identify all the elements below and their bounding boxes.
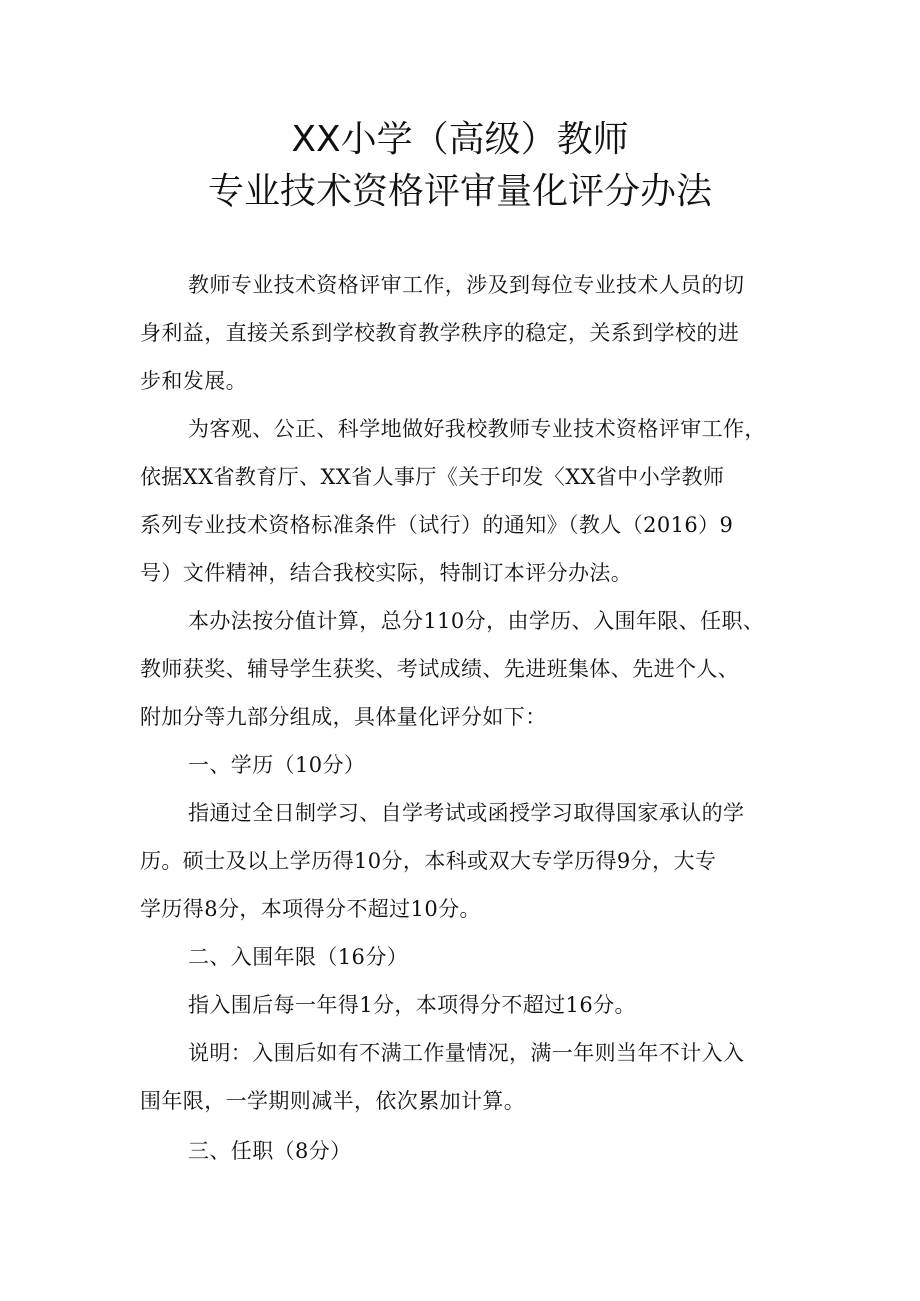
paragraph-scoring-line: 教师获奖、辅导学生获奖、考试成绩、先进班集体、先进个人、 — [140, 657, 740, 681]
paragraph-years-note-line: 围年限，一学期则减半，依次累加计算。 — [140, 1089, 526, 1113]
document-title-line2: 专业技术资格评审量化评分办法 — [207, 171, 712, 212]
paragraph-basis-line: 号）文件精神，结合我校实际，特制订本评分办法。 — [140, 561, 633, 585]
paragraph-intro-line: 教师专业技术资格评审工作，涉及到每位专业技术人员的切 — [188, 273, 745, 297]
document-title-line1: XX小学（高级）教师 — [291, 119, 629, 160]
section-heading-education: 一、学历（10分） — [188, 753, 366, 777]
paragraph-education-line: 指通过全日制学习、自学考试或函授学习取得国家承认的学 — [188, 801, 745, 825]
paragraph-basis-line: 系列专业技术资格标准条件（试行）的通知》（教人（2016）9 — [140, 513, 734, 537]
paragraph-scoring-line: 附加分等九部分组成，具体量化评分如下： — [140, 705, 547, 729]
paragraph-education-line: 历。硕士及以上学历得10分，本科或双大专学历得9分，大专 — [140, 849, 717, 873]
paragraph-years-line: 指入围后每一年得1分，本项得分不超过16分。 — [188, 993, 636, 1017]
paragraph-scoring-line: 本办法按分值计算，总分110分，由学历、入围年限、任职、 — [188, 609, 765, 633]
paragraph-intro-line: 身利益，直接关系到学校教育教学秩序的稳定，关系到学校的进 — [140, 321, 740, 345]
section-heading-position: 三、任职（8分） — [188, 1139, 352, 1163]
paragraph-intro-line: 步和发展。 — [140, 369, 247, 393]
paragraph-years-note-line: 说明：入围后如有不满工作量情况，满一年则当年不计入入 — [188, 1041, 745, 1065]
paragraph-education-line: 学历得8分，本项得分不超过10分。 — [140, 897, 481, 921]
paragraph-basis-line: 依据XX省教育厅、XX省人事厅《关于印发〈XX省中小学教师 — [140, 465, 725, 489]
section-heading-years: 二、入围年限（16分） — [188, 945, 409, 969]
paragraph-basis-line: 为客观、公正、科学地做好我校教师专业技术资格评审工作， — [188, 417, 766, 441]
